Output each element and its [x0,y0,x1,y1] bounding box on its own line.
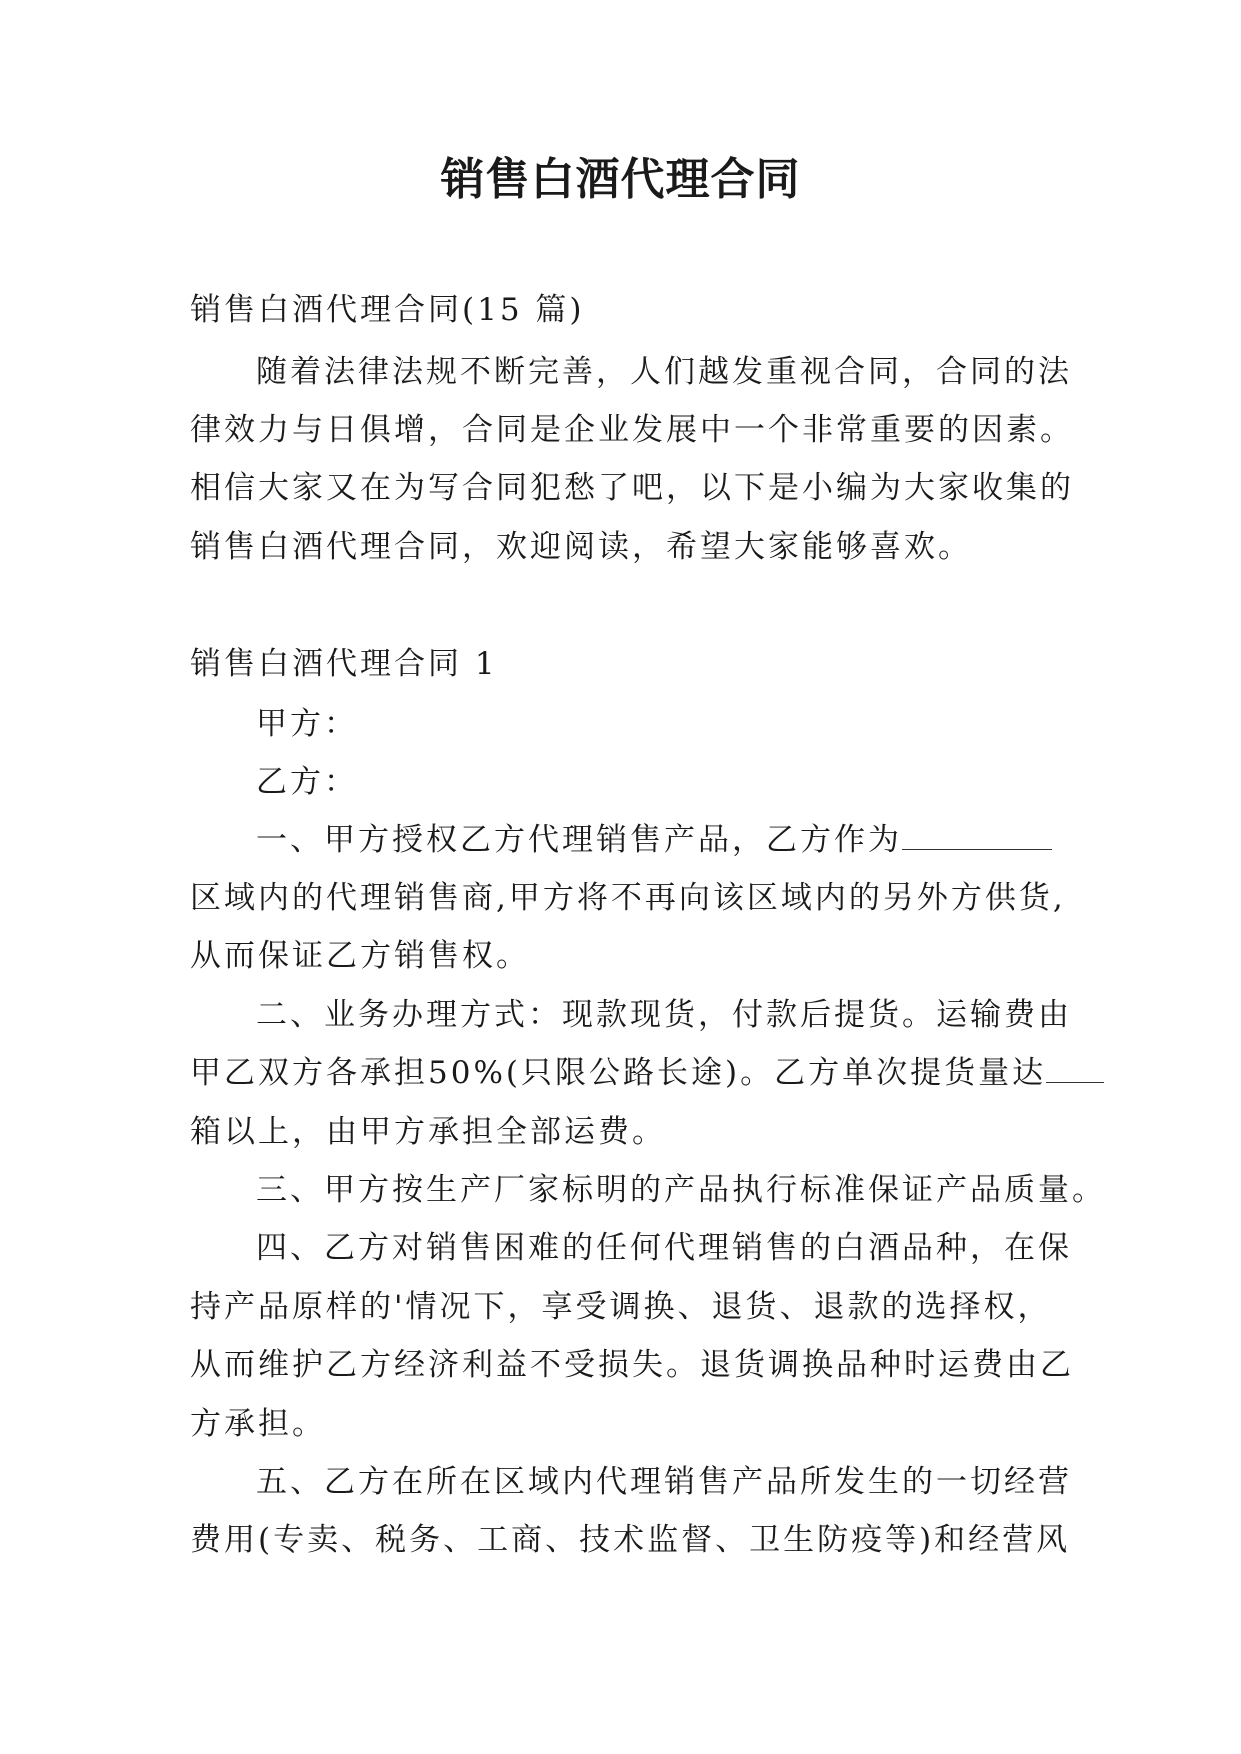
party-a-label: 甲方： [256,706,358,742]
clause-2-text: 甲乙双方各承担50%(只限公路长途)。乙方单次提货量达 [190,1055,1047,1091]
document-subtitle: 销售白酒代理合同(15 篇) [190,292,585,328]
clause-4-line-1: 四、乙方对销售困难的任何代理销售的白酒品种，在保 [256,1230,1072,1266]
intro-line-3: 相信大家又在为写合同犯愁了吧，以下是小编为大家收集的 [190,470,1074,506]
clause-4-line-2: 持产品原样的'情况下，享受调换、退货、退款的选择权， [190,1289,1052,1325]
clause-5-line-2: 费用(专卖、税务、工商、技术监督、卫生防疫等)和经营风 [190,1522,1071,1558]
clause-1-line-3: 从而保证乙方销售权。 [190,938,530,974]
document-title: 销售白酒代理合同 [440,154,801,205]
section-heading: 销售白酒代理合同 1 [190,646,498,682]
clause-2-line-3: 箱以上，由甲方承担全部运费。 [190,1114,666,1150]
intro-line-1: 随着法律法规不断完善，人们越发重视合同，合同的法 [256,354,1072,390]
fill-in-blank [902,821,1052,850]
clause-3-line-1: 三、甲方按生产厂家标明的产品执行标准保证产品质量。 [256,1172,1106,1208]
clause-5-line-1: 五、乙方在所在区域内代理销售产品所发生的一切经营 [256,1464,1072,1500]
clause-2-line-1: 二、业务办理方式：现款现货，付款后提货。运输费由 [256,997,1072,1033]
clause-4-line-3: 从而维护乙方经济利益不受损失。退货调换品种时运费由乙 [190,1347,1074,1383]
clause-1-line-2: 区域内的代理销售商,甲方将不再向该区域内的另外方供货, [190,880,1066,916]
clause-1-line-1 [256,818,1052,862]
clause-1-text: 一、甲方授权乙方代理销售产品，乙方作为 [256,822,902,858]
party-b-label: 乙方： [256,764,358,800]
clause-4-line-4: 方承担。 [190,1406,326,1442]
fill-in-blank [1046,1054,1104,1083]
intro-line-2: 律效力与日俱增，合同是企业发展中一个非常重要的因素。 [190,412,1074,448]
clause-2-line-2 [190,1051,1104,1095]
intro-line-4: 销售白酒代理合同，欢迎阅读，希望大家能够喜欢。 [190,529,972,565]
